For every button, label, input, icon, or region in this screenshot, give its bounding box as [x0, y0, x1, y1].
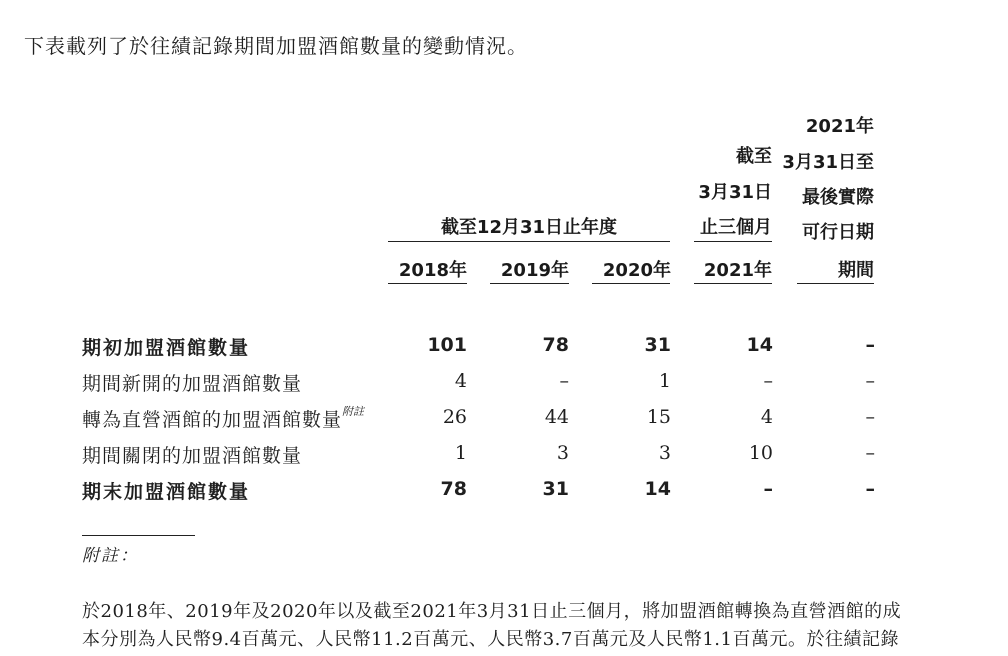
row-opening-q1-2021: 14 [746, 334, 773, 356]
col5-header-line5: 期間 [838, 260, 874, 281]
row-converted-q1-2021: 4 [760, 406, 773, 428]
row-closing-2020: 14 [644, 478, 671, 500]
col5-header-line2: 3月31日至 [782, 152, 874, 173]
row-converted-post: – [865, 406, 875, 428]
row-closed-2018: 1 [454, 442, 467, 464]
col5-underline [797, 283, 874, 284]
row-closed-q1-2021: 10 [748, 442, 773, 464]
row-opening-label: 期初加盟酒館數量 [82, 337, 251, 359]
year-2021-underline [694, 283, 772, 284]
col5-header-line4: 可行日期 [802, 222, 874, 243]
footnote-title: 附註： [82, 546, 139, 566]
row-closing-post: – [865, 478, 875, 500]
row-opening-2018: 101 [427, 334, 467, 356]
note-reference: 附註 [342, 405, 365, 418]
row-converted-label [82, 405, 364, 432]
row-new-2018: 4 [454, 370, 467, 392]
group-header: 截至12月31日止年度 [440, 217, 618, 238]
row-converted-2018: 26 [442, 406, 467, 428]
row-opening-post: – [865, 334, 875, 356]
row-converted-2019: 44 [544, 406, 569, 428]
col5-header-line1: 2021年 [805, 116, 874, 137]
year-2020: 2020年 [602, 260, 671, 281]
row-closing-label: 期末加盟酒館數量 [82, 481, 251, 503]
row-closed-post: – [865, 442, 875, 464]
row-converted-text: 轉為直營酒館的加盟酒館數量 [82, 409, 343, 431]
row-new-label: 期間新開的加盟酒館數量 [82, 373, 303, 395]
col4-header-line1: 截至 [736, 146, 772, 167]
year-2018-underline [388, 283, 467, 284]
col5-header-line3: 最後實際 [802, 187, 874, 208]
row-new-2019: – [559, 370, 569, 392]
footnote-line-2: 本分別為人民幣9.4百萬元、人民幣11.2百萬元、人民幣3.7百萬元及人民幣1.1百萬元。於往績記錄 [82, 629, 899, 650]
row-closing-2018: 78 [440, 478, 467, 500]
row-closed-2020: 3 [658, 442, 671, 464]
row-opening-2019: 78 [542, 334, 569, 356]
col4-header-line3: 止三個月 [700, 217, 772, 238]
row-closed-2019: 3 [556, 442, 569, 464]
year-2021: 2021年 [703, 260, 772, 281]
row-new-q1-2021: – [763, 370, 773, 392]
intro-text: 下表載列了於往績記錄期間加盟酒館數量的變動情況。 [24, 34, 528, 58]
row-new-post: – [865, 370, 875, 392]
row-new-2020: 1 [658, 370, 671, 392]
row-closing-q1-2021: – [763, 478, 773, 500]
footnote-rule [82, 535, 195, 536]
col4-header-line2: 3月31日 [698, 182, 772, 203]
year-2019: 2019年 [500, 260, 569, 281]
col4-mid-underline [694, 241, 772, 242]
footnote-line-1: 於2018年、2019年及2020年以及截至2021年3月31日止三個月，將加盟酒館轉換為直營酒館的成 [82, 601, 902, 622]
row-closed-label: 期間關閉的加盟酒館數量 [82, 445, 303, 467]
row-closing-2019: 31 [542, 478, 569, 500]
row-converted-2020: 15 [646, 406, 671, 428]
year-2020-underline [592, 283, 670, 284]
group-underline [388, 241, 670, 242]
year-2018: 2018年 [398, 260, 467, 281]
year-2019-underline [490, 283, 569, 284]
row-opening-2020: 31 [644, 334, 671, 356]
